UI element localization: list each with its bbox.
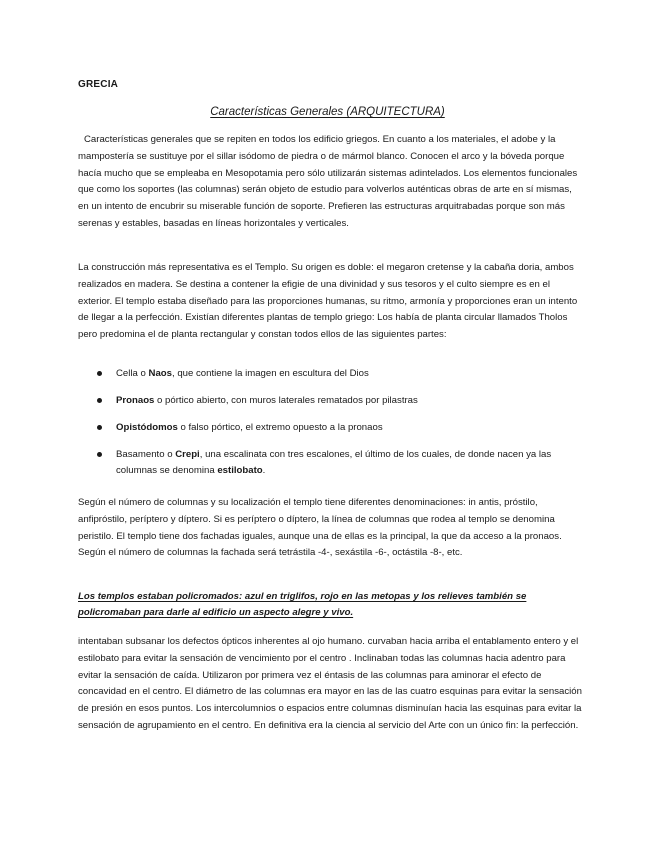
list-item: Opistódomos o falso pórtico, el extremo opuesto a la pronaos	[78, 420, 583, 436]
list-item: Cella o Naos, que contiene la imagen en escultura del Dios	[78, 366, 583, 382]
bullet-icon	[97, 425, 102, 430]
paragraph-characteristics: Características generales que se repiten en todos los edificio griegos. En cuanto a los materiales, el adobe y la mampostería se sustituye por el sillar isódomo de piedra o de mármol blanco. Conocen el arco y la bóveda porque hacía mucho que se empleaba en Mesopotamia pero sólo utilizarán sistemas adintelados. Los elementos funcionales que como los soportes (las columnas) serán objeto de estudio para volverlos auténticas obras de arte en sí mismas, en un intento de encubrir su miserable función de soporte. Prefieren las estructuras arquitrabadas porque son más serenas y estables, basadas en líneas horizontales y verticales.	[78, 134, 578, 229]
paragraph-optical-corrections: intentaban subsanar los defectos ópticos inherentes al ojo humano. curvaban hacia arriba el entablamento entero y el estilobato para evitar la sensación de vencimiento por el centro . Inclinaban todas las columnas hacia adentro para evitar la sensación de caída. Utilizaron por primera vez el éntasis de las columnas para aminorar el efecto de concavidad en el centro. El diámetro de las columnas era mayor en las de las cuatro esquinas para evitar la sensación de presión en esos puntos. Los intercolumnios o espacios entre columnas disminuían hacia las esquinas para evitar la sensación de agrupamiento en el centro. En definitiva era la ciencia al servicio del Arte con un único fin: la perfección.	[78, 636, 582, 731]
bullet-icon	[97, 371, 102, 376]
document-heading: GRECIA	[78, 79, 119, 90]
bullet-icon	[97, 452, 102, 457]
temple-parts-list	[78, 366, 583, 490]
bullet-icon	[97, 398, 102, 403]
list-item: Pronaos o pórtico abierto, con muros laterales rematados por pilastras	[78, 393, 583, 409]
section-subtitle: Características Generales (ARQUITECTURA)	[210, 106, 445, 118]
list-item: Basamento o Crepi, una escalinata con tres escalones, el último de los cuales, de donde nacen ya las columnas se denomina estilobato.	[78, 447, 583, 479]
emphasis-polychromy: Los templos estaban policromados: azul en triglifos, rojo en las metopas y los relieves también se policromaban para darle al edificio un aspecto alegre y vivo.	[78, 591, 527, 619]
paragraph-temple: La construcción más representativa es el Templo. Su origen es doble: el megaron cretense y la cabaña doria, ambos realizados en madera. Se destina a contener la efigie de una divinidad y sus tesoros y el culto siempre es en el exterior. El templo estaba diseñado para las proporciones humanas, su ritmo, armonía y proporciones eran un intento de llegar a la perfección. Existían diferentes plantas de templo griego: Los había de planta circular llamados Tholos pero predomina el de planta rectangular y constan todos ellos de las siguientes partes:	[78, 262, 578, 341]
paragraph-denominations: Según el número de columnas y su localización el templo tiene diferentes denominaciones: in antis, próstilo, anfipróstilo, períptero y díptero. Si es períptero o díptero, la línea de columnas que rodea al templo se denomina peristilo. El templo tiene dos fachadas iguales, aunque una de ellas es la principal, la que da acceso a la pronaos. Según el número de columnas la fachada será tetrástila -4-, sexástila -6-, octástila -8-, etc.	[78, 497, 562, 559]
